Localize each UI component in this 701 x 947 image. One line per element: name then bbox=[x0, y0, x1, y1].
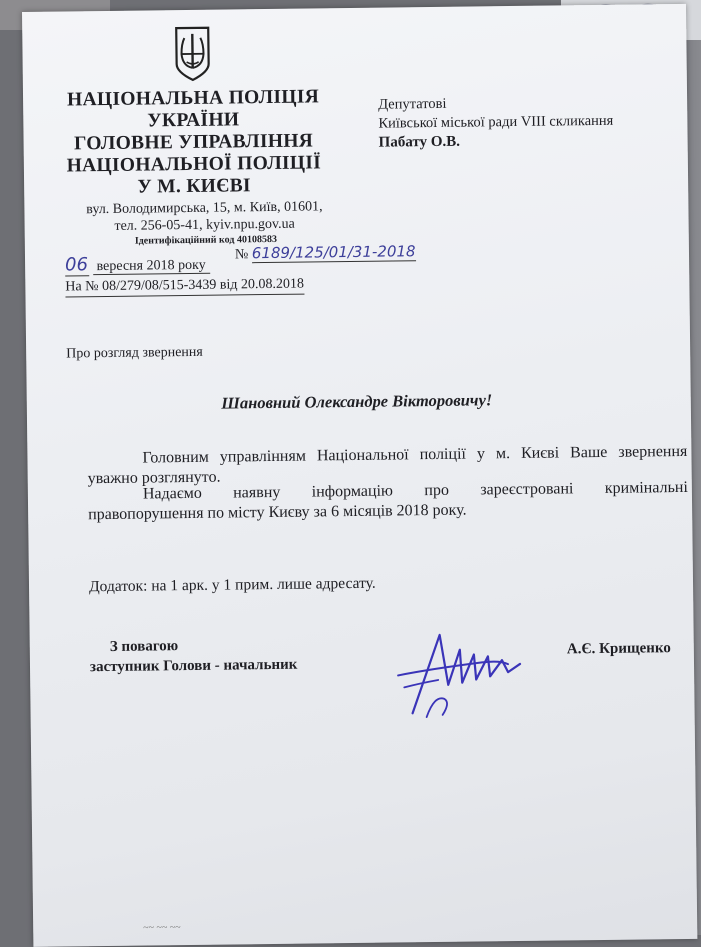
word: інформацію bbox=[311, 482, 394, 501]
org-name-line: НАЦІОНАЛЬНА ПОЛІЦІЯ bbox=[66, 86, 320, 111]
recipient-line: Депутатові bbox=[378, 95, 447, 113]
word: Ваше bbox=[570, 443, 608, 462]
date-month-year: вересня 2018 року bbox=[93, 258, 210, 275]
word: Національної bbox=[316, 446, 409, 465]
word: Києві bbox=[520, 444, 560, 462]
organization-name bbox=[43, 86, 344, 200]
word: м. bbox=[495, 445, 511, 463]
paragraph-line: правопорушення по місту Києву за 6 місяців 2018 року. bbox=[88, 501, 467, 524]
org-name-line: ГОЛОВНЕ УПРАВЛІННЯ bbox=[73, 130, 314, 155]
org-name-line: У М. КИЄВІ bbox=[137, 175, 252, 198]
address-line: вул. Володимирська, 15, м. Київ, 01601, bbox=[86, 199, 323, 218]
letter-page bbox=[22, 4, 697, 947]
subject-line: Про розгляд звернення bbox=[66, 344, 203, 362]
org-name-line: НАЦІОНАЛЬНОЇ ПОЛІЦІЇ bbox=[66, 152, 322, 177]
address-line: тел. 256-05-41, kyiv.npu.gov.ua bbox=[114, 216, 295, 234]
date-day: 06 bbox=[64, 254, 89, 276]
word: управлінням bbox=[219, 447, 307, 466]
footer-fragment: ~~ ~~ ~~ bbox=[143, 922, 181, 934]
word: звернення bbox=[618, 442, 688, 461]
recipient-line: Київської міської ради VIII скликання bbox=[378, 112, 614, 132]
closing-regards: З повагою bbox=[109, 638, 179, 655]
word: Надаємо bbox=[142, 484, 202, 503]
word: наявну bbox=[233, 483, 281, 502]
signature-icon bbox=[390, 624, 526, 726]
trident-emblem-icon bbox=[172, 24, 213, 82]
paragraph-line: уважно розглянуто. bbox=[87, 468, 221, 488]
recipient-name: Пабату О.В. bbox=[378, 133, 461, 151]
org-name-line: УКРАЇНИ bbox=[147, 109, 240, 132]
reference-line: На № 08/279/08/515-3439 від 20.08.2018 bbox=[65, 277, 304, 298]
outgoing-number bbox=[235, 242, 416, 263]
attachment-line: Додаток: на 1 арк. у 1 прим. лише адресату. bbox=[88, 574, 376, 596]
word: Головним bbox=[142, 448, 209, 467]
salutation: Шановний Олександре Вікторовичу! bbox=[221, 390, 493, 413]
number-label: № bbox=[234, 247, 249, 263]
signer-position: заступник Голови - начальник bbox=[89, 656, 298, 676]
word: зареєстровані bbox=[480, 480, 574, 499]
word: про bbox=[424, 481, 450, 500]
organization-address bbox=[64, 198, 344, 235]
word: у bbox=[476, 445, 486, 463]
number-value: 6189/125/01/31-2018 bbox=[251, 242, 416, 263]
signer-name: А.Є. Крищенко bbox=[566, 640, 671, 658]
recipient-block bbox=[378, 93, 614, 153]
identification-code: Ідентифікаційний код 40108583 bbox=[134, 233, 277, 247]
word: кримінальні bbox=[604, 478, 688, 497]
word: поліції bbox=[419, 445, 467, 464]
outgoing-date bbox=[65, 253, 210, 277]
body-paragraph-2 bbox=[88, 478, 688, 525]
